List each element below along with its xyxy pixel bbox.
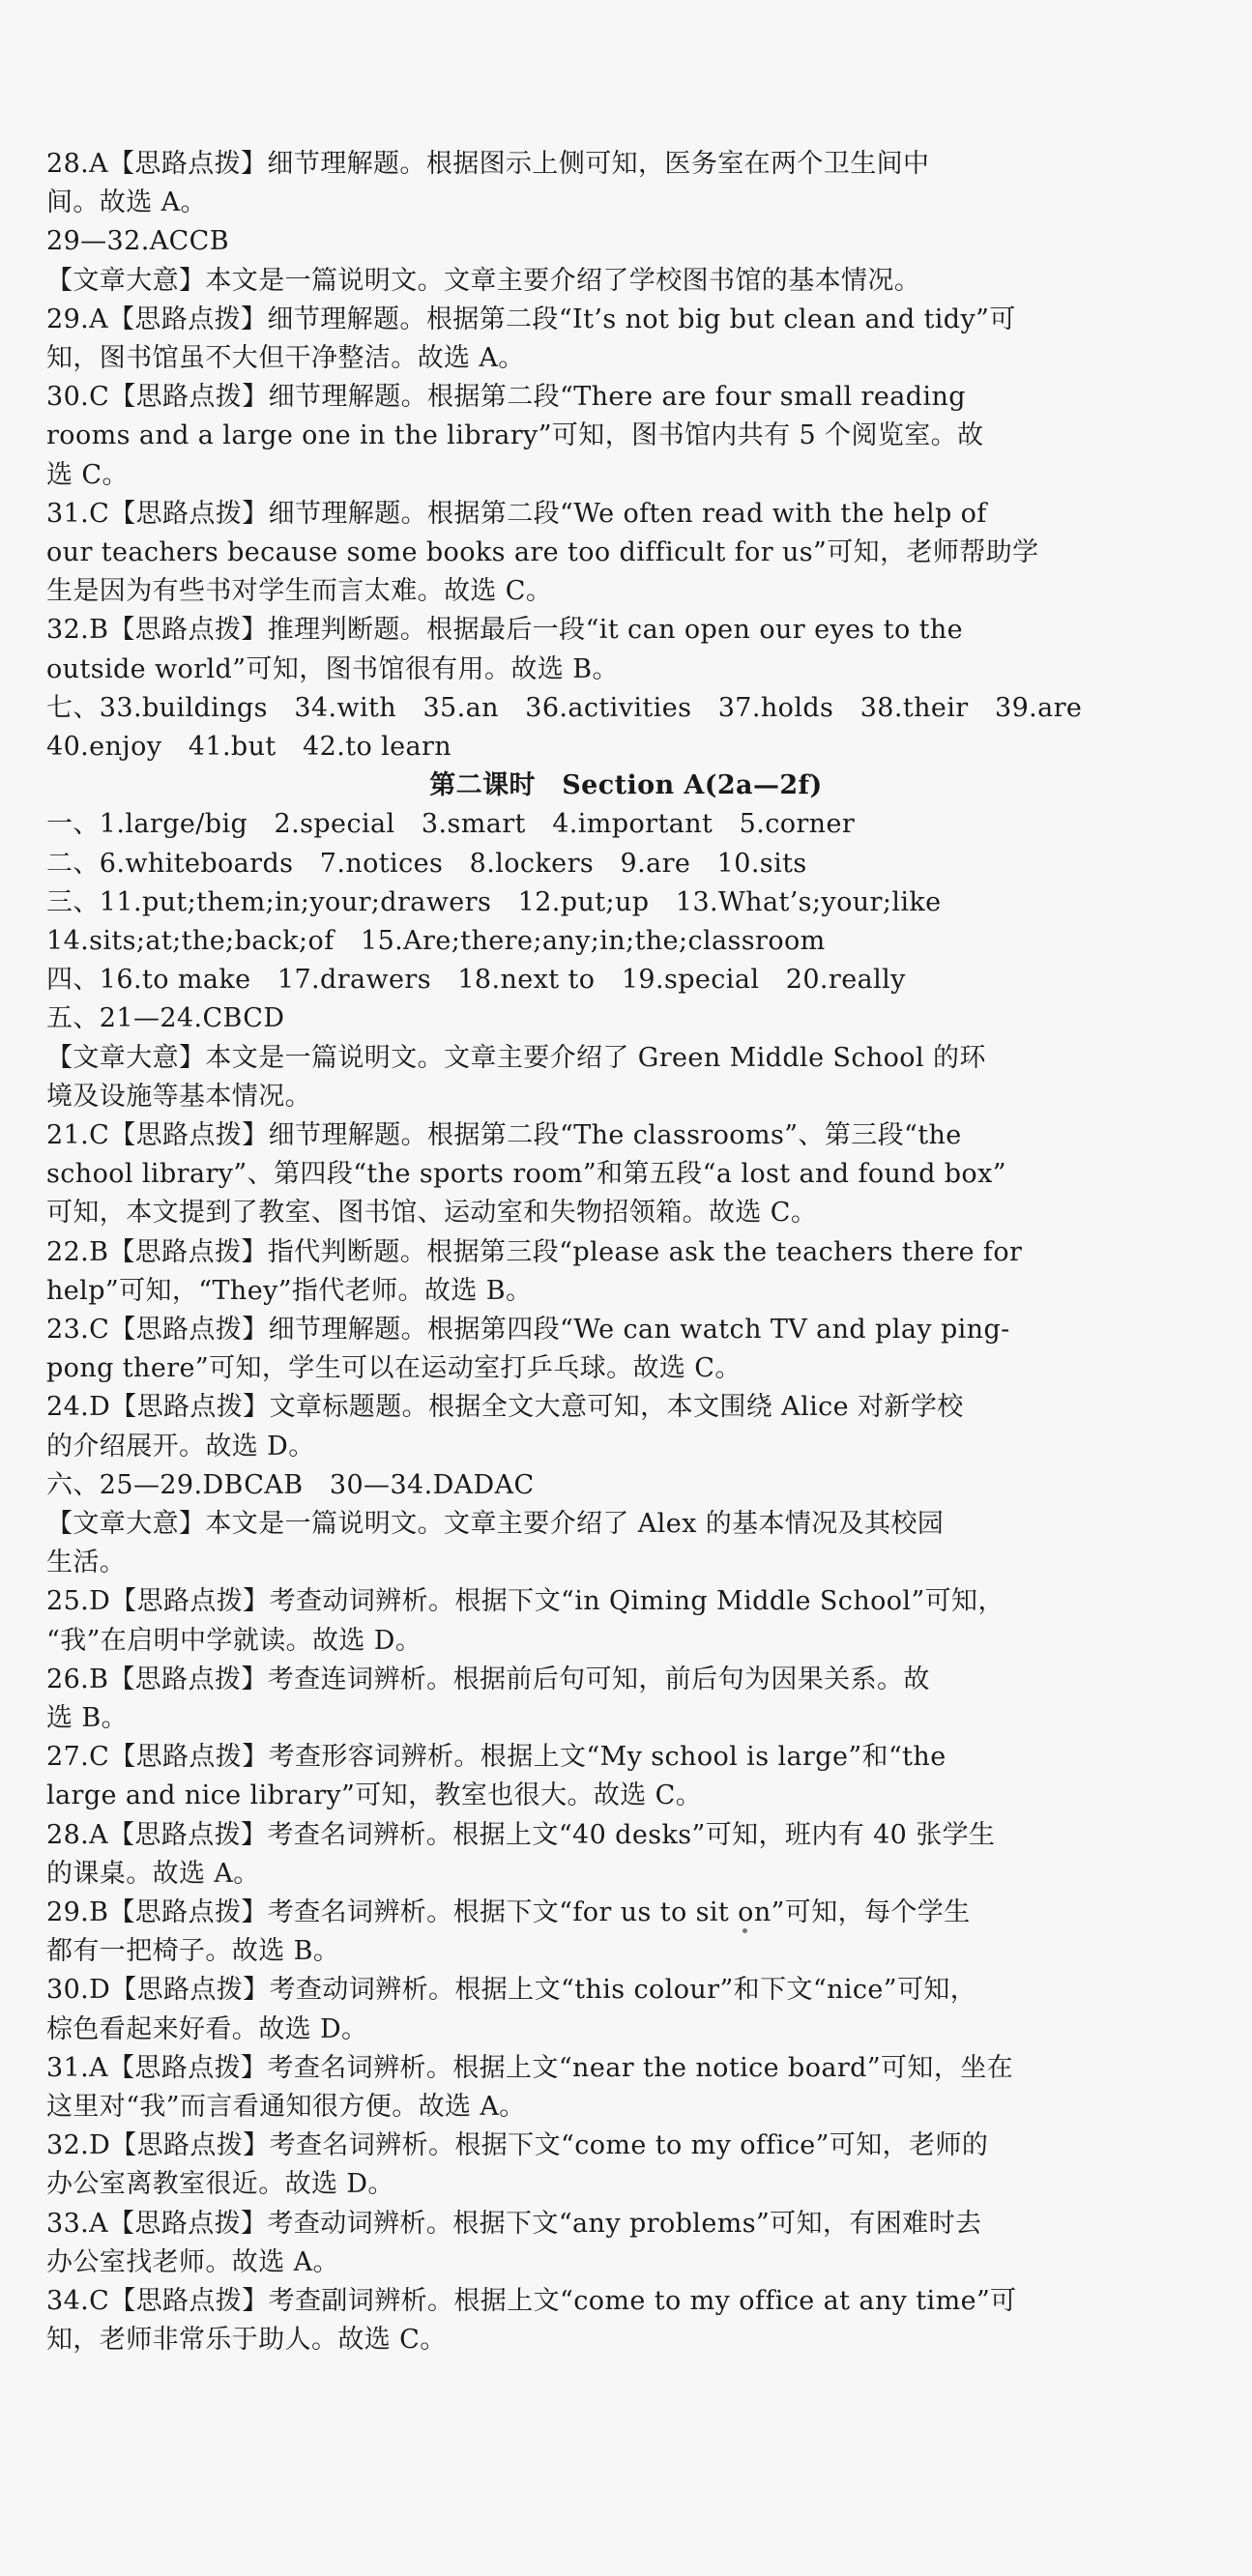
answer-line: 间。故选 A。 [46,188,207,218]
answer-line: help”可知，“They”指代老师。故选 B。 [46,1275,533,1306]
answer-line: 21.C【思路点拨】细节理解题。根据第二段“The classrooms”、第三段“the [46,1120,962,1150]
answer-line: our teachers because some books are too difficult for us”可知，老师帮助学 [46,537,1039,567]
answer-line: school library”、第四段“the sports room”和第五段“a lost and found box” [46,1159,1006,1190]
answer-line: 22.B【思路点拨】指代判断题。根据第三段“please ask the teachers there for [46,1236,1023,1267]
answer-line: 的课桌。故选 A。 [46,1858,260,1889]
answer-line: 26.B【思路点拨】考查连词辨析。根据前后句可知，前后句为因果关系。故 [46,1664,930,1694]
ink-speck [742,1928,747,1933]
answer-line: 24.D【思路点拨】文章标题题。根据全文大意可知，本文围绕 Alice 对新学校 [46,1392,964,1423]
answer-line: 32.D【思路点拨】考查名词辨析。根据下文“come to my office”可知，老师的 [46,2130,989,2161]
answer-line: 七、33.buildings 34.with 35.an 36.activities 37.holds 38.their 39.are [46,692,1083,723]
answer-line: 办公室找老师。故选 A。 [46,2246,339,2277]
answer-line: 28.A【思路点拨】考查名词辨析。根据上文“40 desks”可知，班内有 40 张学生 [46,1819,996,1850]
answer-line: 选 B。 [46,1703,129,1733]
answer-line: 【文章大意】本文是一篇说明文。文章主要介绍了学校图书馆的基本情况。 [46,265,921,296]
answer-line: 可知，本文提到了教室、图书馆、运动室和失物招领箱。故选 C。 [46,1198,818,1229]
answer-line: 办公室离教室很近。故选 D。 [46,2169,394,2200]
answer-line: outside world”可知，图书馆很有用。故选 B。 [46,653,619,684]
answer-line: 33.A【思路点拨】考查动词辨析。根据下文“any problems”可知，有困难时去 [46,2208,982,2239]
answer-line: 28.A【思路点拨】细节理解题。根据图示上侧可知，医务室在两个卫生间中 [46,149,930,179]
answer-line: large and nice library”可知，教室也很大。故选 C。 [46,1780,703,1811]
section-heading: 第二课时 Section A(2a—2f) [429,770,823,801]
answer-line: “我”在启明中学就读。故选 D。 [46,1625,422,1656]
answer-line: 30.D【思路点拨】考查动词辨析。根据上文“this colour”和下文“nice”可知， [46,1975,977,2006]
answer-line: 知，老师非常乐于助人。故选 C。 [46,2325,447,2356]
answer-line: 都有一把椅子。故选 B。 [46,1936,340,1967]
answer-line: 二、6.whiteboards 7.notices 8.lockers 9.are 10.sits [46,848,807,879]
answer-line: 六、25—29.DBCAB 30—34.DADAC [46,1469,535,1500]
answer-line: 【文章大意】本文是一篇说明文。文章主要介绍了 Green Middle School 的环 [46,1042,986,1073]
answer-line: 30.C【思路点拨】细节理解题。根据第二段“There are four small reading [46,382,966,413]
answer-line: 五、21—24.CBCD [46,1003,285,1034]
answer-line: 34.C【思路点拨】考查副词辨析。根据上文“come to my office at any time”可 [46,2286,1017,2316]
answer-line: rooms and a large one in the library”可知，图书馆内共有 5 个阅览室。故 [46,420,984,451]
answer-line: 32.B【思路点拨】推理判断题。根据最后一段“it can open our eyes to the [46,615,964,646]
answer-line: 14.sits;at;the;back;of 15.Are;there;any;in;the;classroom [46,926,826,956]
answer-line: 生活。 [46,1548,127,1578]
answer-line: 27.C【思路点拨】考查形容词辨析。根据上文“My school is large”和“the [46,1742,946,1773]
answer-line: 一、1.large/big 2.special 3.smart 4.important 5.corner [46,809,856,840]
answer-line: 三、11.put;them;in;your;drawers 12.put;up 13.What’s;your;like [46,886,942,917]
answer-line: 四、16.to make 17.drawers 18.next to 19.special 20.really [46,965,906,996]
answer-line: 25.D【思路点拨】考查动词辨析。根据下文“in Qiming Middle School”可知， [46,1586,1005,1617]
answer-line: 境及设施等基本情况。 [46,1081,311,1112]
answer-line: 29—32.ACCB [46,226,229,257]
answer-line: 31.C【思路点拨】细节理解题。根据第二段“We often read with the help of [46,498,987,529]
answer-line: 29.B【思路点拨】考查名词辨析。根据下文“for us to sit on”可知，每个学生 [46,1897,971,1927]
answer-line: 选 C。 [46,459,129,490]
answer-line: 棕色看起来好看。故选 D。 [46,2013,368,2044]
answer-line: 生是因为有些书对学生而言太难。故选 C。 [46,576,553,607]
answer-line: 23.C【思路点拨】细节理解题。根据第四段“We can watch TV and play ping- [46,1315,1010,1345]
answer-line: 31.A【思路点拨】考查名词辨析。根据上文“near the notice board”可知，坐在 [46,2052,1014,2083]
answer-line: 29.A【思路点拨】细节理解题。根据第二段“It’s not big but clean and tidy”可 [46,304,1016,334]
answer-line: 这里对“我”而言看通知很方便。故选 A。 [46,2092,526,2122]
answer-line: 知，图书馆虽不大但干净整洁。故选 A。 [46,343,525,373]
answer-line: 40.enjoy 41.but 42.to learn [46,732,452,762]
answer-line: 【文章大意】本文是一篇说明文。文章主要介绍了 Alex 的基本情况及其校园 [46,1509,945,1539]
answer-line: pong there”可知，学生可以在运动室打乒乓球。故选 C。 [46,1353,742,1384]
answer-line: 的介绍展开。故选 D。 [46,1431,315,1462]
